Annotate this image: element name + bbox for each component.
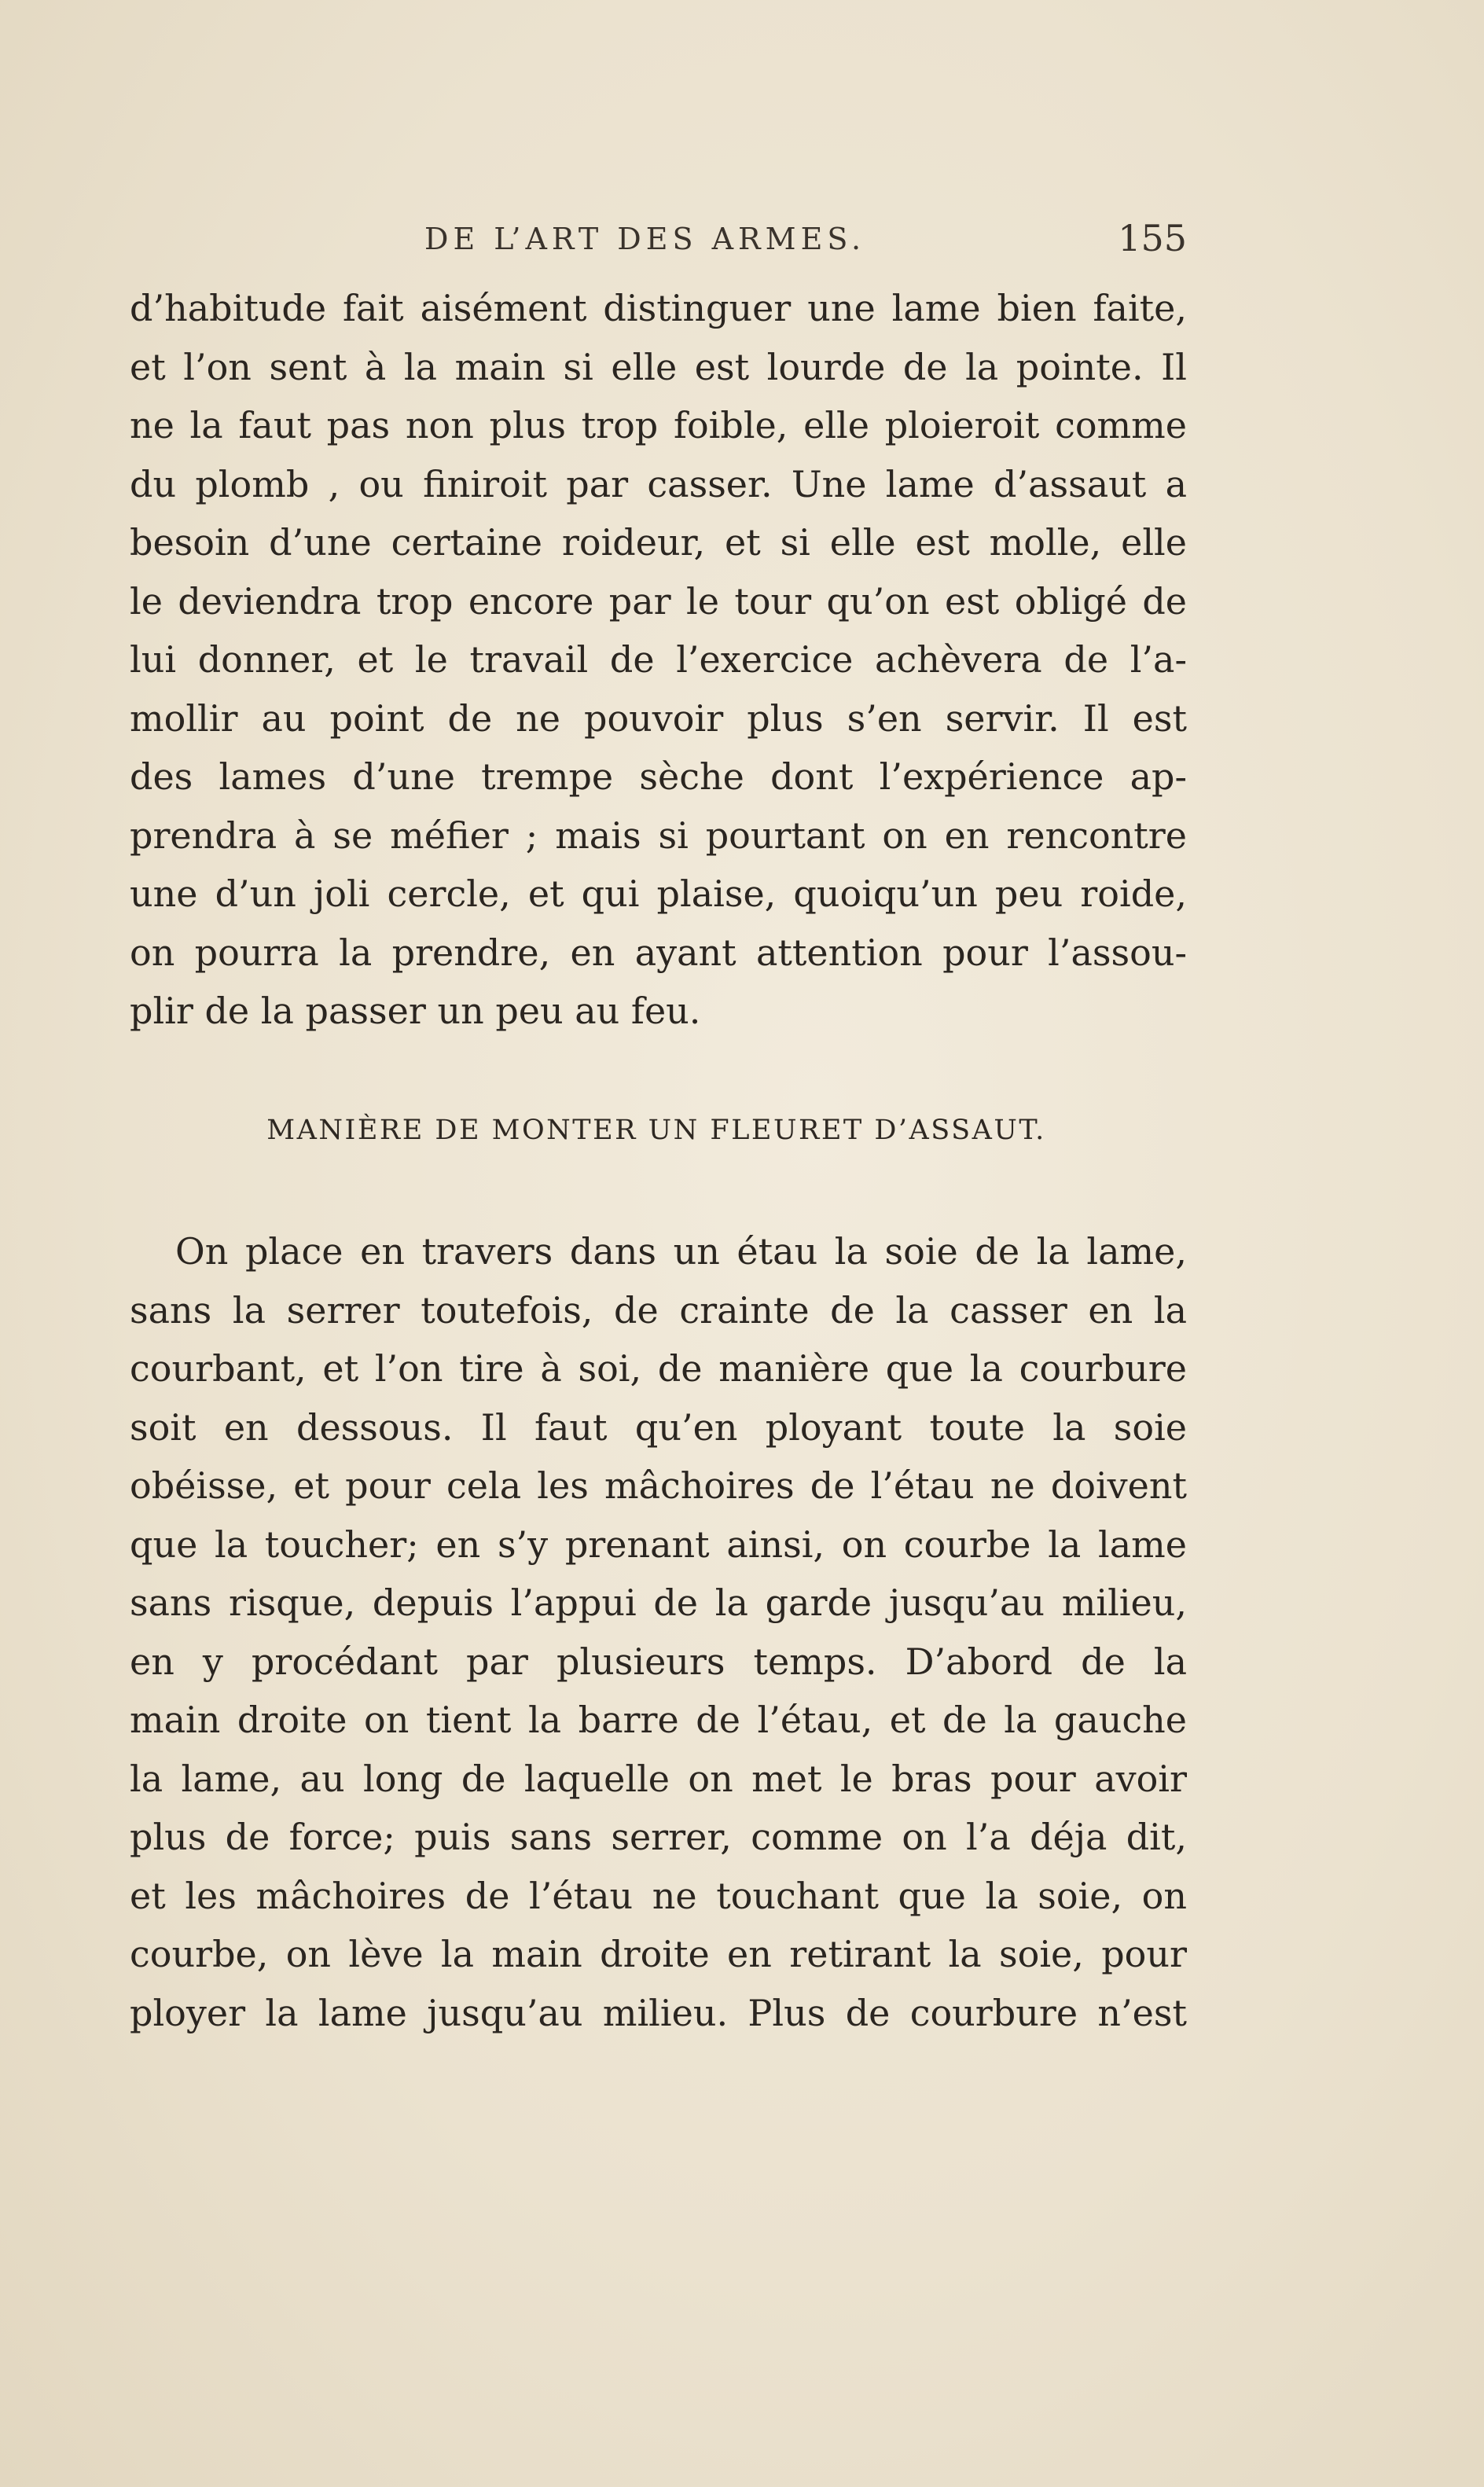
text-line: On place en travers dans un étau la soie de la lame, — [175, 1230, 1187, 1273]
text-line: et l’on sent à la main si elle est lourde de la pointe. Il — [130, 345, 1187, 388]
text-line: une d’un joli cercle, et qui plaise, quoiqu’un peu roide, — [130, 872, 1187, 915]
text-line: courbe, on lève la main droite en retirant la soie, pour — [130, 1933, 1187, 1975]
section-heading: MANIÈRE DE MONTER UN FLEURET D’ASSAUT. — [266, 1115, 1046, 1146]
text-line: main droite on tient la barre de l’étau, et de la gauche — [130, 1699, 1187, 1741]
text-line: on pourra la prendre, en ayant attention pour l’assou- — [130, 931, 1187, 974]
text-line: sans la serrer toutefois, de crainte de la casser en la — [130, 1288, 1187, 1332]
text-line: plus de force; puis sans serrer, comme on l’a déja dit, — [130, 1816, 1187, 1858]
text-line: courbant, et l’on tire à soi, de manière que la courbure — [130, 1347, 1187, 1390]
text-line: prendra à se méfier ; mais si pourtant on en rencontre — [130, 814, 1187, 857]
page-header — [126, 217, 1187, 266]
paragraph-2 — [130, 1222, 1187, 2042]
text-line: en y procédant par plusieurs temps. D’abord de la — [130, 1640, 1187, 1683]
text-line: obéisse, et pour cela les mâchoires de l’étau ne doivent — [130, 1464, 1187, 1507]
text-line: la lame, au long de laquelle on met le bras pour avoir — [130, 1757, 1187, 1800]
paragraph-1 — [130, 279, 1187, 1041]
page-number: 155 — [1118, 217, 1187, 259]
text-line: du plomb , ou finiroit par casser. Une lame d’assaut a — [130, 462, 1187, 505]
running-head: DE L’ART DES ARMES. — [424, 222, 866, 256]
text-line: sans risque, depuis l’appui de la garde jusqu’au milieu, — [130, 1581, 1187, 1624]
text-line: besoin d’une certaine roideur, et si elle est molle, elle — [130, 521, 1187, 564]
text-line: lui donner, et le travail de l’exercice achèvera de l’a- — [130, 638, 1187, 681]
text-line: des lames d’une trempe sèche dont l’expérience ap- — [130, 755, 1187, 798]
text-line: et les mâchoires de l’étau ne touchant que la soie, on — [130, 1874, 1187, 1917]
text-line: que la toucher; en s’y prenant ainsi, on courbe la lame — [130, 1523, 1187, 1566]
text-line: le deviendra trop encore par le tour qu’on est obligé de — [130, 579, 1187, 623]
text-line: soit en dessous. Il faut qu’en ployant toute la soie — [130, 1405, 1187, 1449]
text-line: d’habitude fait aisément distinguer une lame bien faite, — [130, 287, 1187, 329]
text-line: ployer la lame jusqu’au milieu. Plus de courbure n’est — [130, 1991, 1187, 2034]
text-line: mollir au point de ne pouvoir plus s’en servir. Il est — [130, 696, 1187, 740]
text-line: ne la faut pas non plus trop foible, elle ploieroit comme — [130, 404, 1187, 446]
text-line: plir de la passer un peu au feu. — [130, 990, 701, 1032]
